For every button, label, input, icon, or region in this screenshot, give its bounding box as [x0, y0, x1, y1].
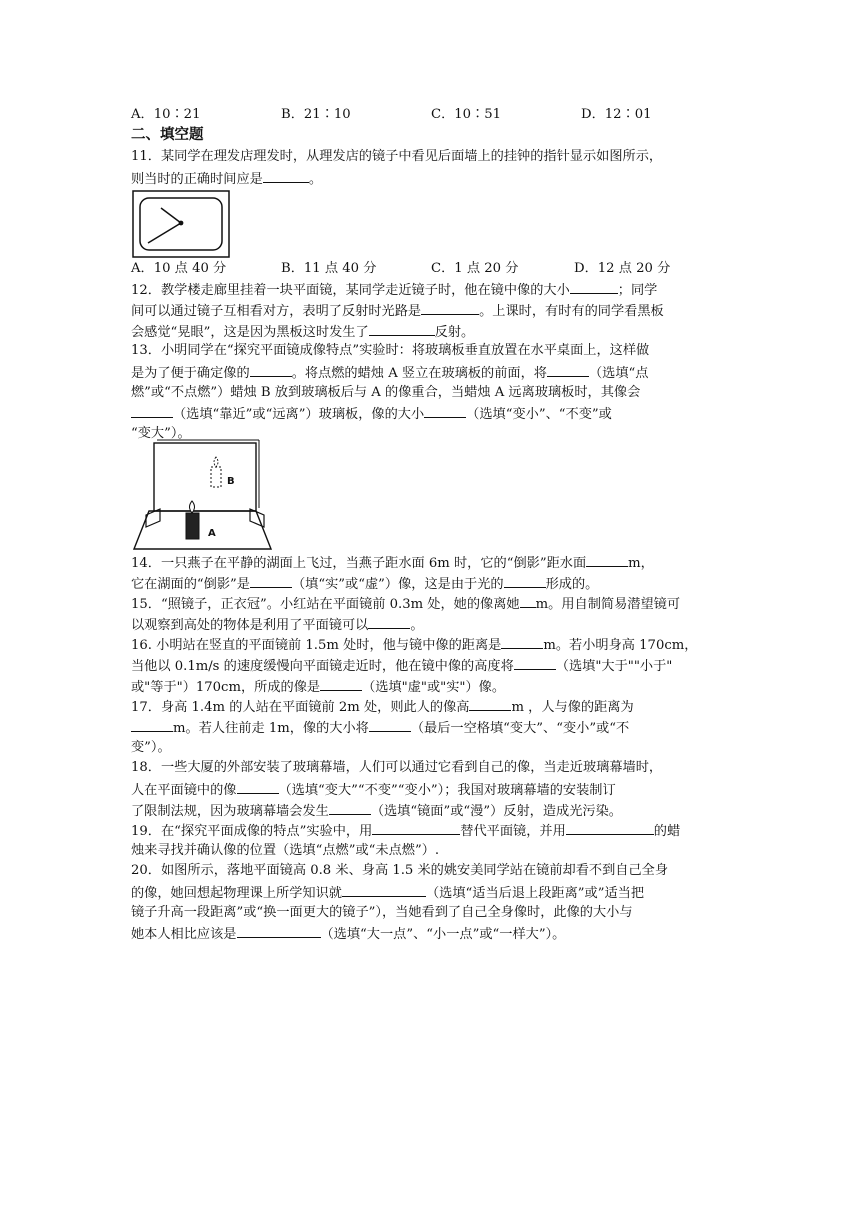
- question-12: [131, 279, 731, 341]
- q11-text-end: 。: [308, 171, 323, 187]
- q17-text-4: （最后一空格填“变大”、“变小”或“不: [410, 720, 630, 736]
- q15-line-2: [131, 614, 731, 635]
- q20-blank-1[interactable]: [342, 882, 426, 897]
- q18-line-2: [131, 779, 731, 800]
- q11-line-1: 11．某同学在理发店理发时，从理发店的镜子中看见后面墙上的挂钟的指针显示如图所示，: [131, 149, 663, 164]
- q11-option-b: B．11 点 40 分: [281, 261, 377, 276]
- candle-b-flame: [214, 457, 218, 467]
- q13-text-3: （选填“点: [588, 365, 649, 381]
- clock-center-dot: [179, 221, 184, 226]
- q20-line-3: 镜子升高一段距离”或“换一面更大的镜子”），当她看到了自己全身像时，此像的大小与: [131, 904, 633, 920]
- q18-text-1: 人在平面镜中的像: [131, 782, 237, 798]
- q13-text-2: 。将点燃的蜡烛 A 竖立在玻璃板的前面，将: [291, 365, 547, 381]
- q11-option-c: C．1 点 20 分: [431, 261, 519, 276]
- q14-line-1: [131, 552, 731, 573]
- q16-text-3: 当他以 0.1m/s 的速度缓慢向平面镜走近时，他在镜中像的高度将: [131, 658, 514, 674]
- q11-option-d: D．12 点 20 分: [574, 261, 671, 276]
- q15-text-1: 15．“照镜子，正衣冠”。小红站在平面镜前 0.3m 处，她的像离她: [131, 597, 520, 612]
- q11-line-2: [131, 168, 731, 189]
- q17-line-1: [131, 696, 731, 717]
- q20-text-2: （选填“适当后退上段距离”或”适当把: [426, 885, 645, 901]
- q12-line-3: [131, 321, 731, 342]
- q13-text-4: （选填“靠近”或“远离”）玻璃板，像的大小: [173, 407, 425, 423]
- q13-text-1: 是为了便于确定像的: [131, 365, 250, 381]
- q12-text-2: ；同学: [617, 283, 658, 298]
- q15-text-2: m。用自制简易潜望镜可: [535, 597, 681, 612]
- q20-blank-2[interactable]: [237, 923, 321, 938]
- q12-text-1: 12．教学楼走廊里挂着一块平面镜，某同学走近镜子时，他在镜中像的大小: [131, 283, 570, 298]
- q17-blank-3[interactable]: [369, 717, 411, 732]
- q17-text-2: m ，人与像的距离为: [511, 700, 634, 715]
- q14-text-5: 形成的。: [545, 576, 599, 592]
- q13-blank-3[interactable]: [131, 403, 173, 418]
- q15-text-3: 以观察到高处的物体是利用了平面镜可以: [131, 617, 369, 633]
- question-20: [131, 861, 731, 944]
- q13-blank-1[interactable]: [250, 362, 292, 377]
- q16-blank-1[interactable]: [501, 634, 543, 649]
- q16-text-4: （选填"大于""小于": [555, 658, 673, 674]
- q16-text-1: 16. 小明站在竖直的平面镜前 1.5m 处时，他与镜中像的距离是: [131, 638, 502, 653]
- q18-line-3: [131, 800, 731, 821]
- q13-text-5: （选填“变小”、“不变”或: [466, 407, 612, 423]
- q20-line-4: [131, 923, 731, 944]
- q14-text-3: 它在湖面的“倒影”是: [131, 576, 250, 592]
- q20-text-4: （选填“大一点”、“小一点”或“一样大”）。: [320, 927, 566, 943]
- question-15: [131, 593, 731, 635]
- q18-line-1: 18．一些大厦的外部安装了玻璃幕墙，人们可以通过它看到自己的像，当走近玻璃幕墙时，: [131, 760, 663, 775]
- q16-text-5: 或"等于"）170cm，所成的像是: [131, 679, 321, 695]
- question-11: [131, 147, 731, 189]
- q12-text-3: 间可以通过镜子互相看对方，表明了反射时光路是: [131, 303, 422, 319]
- q18-text-3: 了限制法规，因为玻璃幕墙会发生: [131, 803, 329, 819]
- q10-option-c: C．10∶51: [431, 107, 502, 122]
- q13-blank-2[interactable]: [547, 362, 589, 377]
- q16-line-3: [131, 676, 731, 697]
- q10-option-b: B．21∶10: [281, 107, 351, 122]
- q16-text-2: m。若小明身高 170cm，: [543, 638, 698, 653]
- q13-line-1: 13．小明同学在“探究平面镜成像特点”实验时：将玻璃板垂直放置在水平桌面上，这样做: [131, 343, 650, 358]
- q14-text-4: （填“实”或“虚”）像，这是由于光的: [291, 576, 504, 592]
- q11-text: 则当时的正确时间应是: [131, 171, 263, 187]
- q13-line-3: 燃”或“不点燃”）蜡烛 B 放到玻璃板后与 A 的像重合，当蜡烛 A 远离玻璃板时，其像会: [131, 384, 641, 400]
- clock-hand-long: [148, 223, 181, 243]
- q17-blank-2[interactable]: [131, 717, 173, 732]
- q16-blank-2[interactable]: [514, 655, 556, 670]
- q10-option-a: A．10∶21: [131, 107, 201, 122]
- q11-option-a: A．10 点 40 分: [131, 261, 227, 276]
- q14-line-2: [131, 573, 731, 594]
- q19-line-1: [131, 820, 731, 841]
- q12-line-1: [131, 279, 731, 300]
- clock-hand-short: [161, 208, 181, 223]
- label-a: A: [208, 528, 216, 539]
- question-18: [131, 758, 731, 820]
- q14-blank-1[interactable]: [586, 552, 628, 567]
- q13-line-2: [131, 362, 731, 383]
- q14-blank-3[interactable]: [504, 573, 546, 588]
- q12-text-6: 反射。: [434, 324, 475, 340]
- q14-text-1: 14．一只燕子在平静的湖面上飞过，当燕子距水面 6m 时，它的“倒影”距水面: [131, 556, 587, 571]
- q14-text-2: m，: [628, 556, 654, 571]
- q20-line-2: [131, 882, 731, 903]
- q15-blank-1[interactable]: [520, 593, 536, 608]
- q12-text-5: 会感觉“晃眼”，这是因为黑板这时发生了: [131, 324, 369, 340]
- q19-text-2: 替代平面镜，并用: [460, 824, 566, 839]
- question-19: [131, 820, 731, 862]
- label-b: B: [227, 476, 235, 487]
- q13-line-5: “变大”）。: [131, 426, 191, 442]
- q16-blank-3[interactable]: [320, 676, 362, 691]
- mirror-clock-figure: [132, 190, 230, 258]
- section-heading: 二、填空题: [131, 127, 204, 143]
- q16-line-2: [131, 655, 731, 676]
- q18-blank-1[interactable]: [237, 779, 279, 794]
- q13-line-4: [131, 403, 731, 424]
- candle-a-flame: [190, 501, 195, 513]
- q20-text-3: 她本人相比应该是: [131, 927, 237, 943]
- q12-line-2: [131, 300, 731, 321]
- q15-text-4: 。: [410, 617, 424, 633]
- q16-line-1: [131, 634, 731, 655]
- q19-blank-1[interactable]: [372, 820, 460, 835]
- q11-options: [131, 259, 731, 280]
- q20-text-1: 的像，她回想起物理课上所学知识就: [131, 885, 342, 901]
- q19-text-3: 的蜡: [653, 824, 681, 839]
- q19-text-1: 19．在“探究平面成像的特点”实验中，用: [131, 824, 373, 839]
- q18-blank-2[interactable]: [329, 800, 371, 815]
- q16-text-6: （选填"虚"或"实"）像。: [362, 679, 506, 695]
- q12-blank-1[interactable]: [570, 279, 618, 294]
- q18-text-2: （选填“变大”“不变”“变小”）；我国对玻璃幕墙的安装制订: [278, 782, 616, 798]
- q18-text-4: （选填“镜面”或“漫”）反射，造成光污染。: [370, 803, 622, 819]
- q13-blank-4[interactable]: [424, 403, 466, 418]
- q17-line-2: [131, 717, 731, 738]
- q17-line-3: 变”）。: [131, 739, 171, 755]
- candle-b: [211, 467, 221, 487]
- q10-options: [131, 105, 731, 126]
- q20-line-1: 20．如图所示，落地平面镜高 0.8 米、身高 1.5 米的姚安美同学站在镜前却看不到自己全身: [131, 863, 669, 878]
- question-17: [131, 696, 731, 758]
- glass-plate: [154, 443, 256, 511]
- q17-blank-1[interactable]: [469, 696, 511, 711]
- q17-text-3: m。若人往前走 1m，像的大小将: [173, 720, 369, 736]
- q12-blank-2[interactable]: [421, 300, 479, 315]
- question-13: [131, 341, 731, 445]
- candle-a: [186, 513, 199, 539]
- q19-line-2: 烛来寻找并确认像的位置（选填“点燃”或“未点燃”）.: [131, 842, 440, 858]
- question-14: [131, 552, 731, 594]
- q12-blank-3[interactable]: [369, 321, 435, 336]
- glass-plate-candle-figure: [132, 437, 272, 551]
- q10-option-d: D．12∶01: [581, 107, 652, 122]
- q11-answer-blank[interactable]: [263, 168, 309, 183]
- q19-blank-2[interactable]: [566, 820, 654, 835]
- q14-blank-2[interactable]: [250, 573, 292, 588]
- q15-line-1: [131, 593, 731, 614]
- question-16: [131, 634, 731, 696]
- q17-text-1: 17．身高 1.4m 的人站在平面镜前 2m 处，则此人的像高: [131, 700, 470, 715]
- q12-text-4: 。上课时，有时有的同学看黑板: [479, 303, 664, 319]
- q15-blank-2[interactable]: [368, 614, 410, 629]
